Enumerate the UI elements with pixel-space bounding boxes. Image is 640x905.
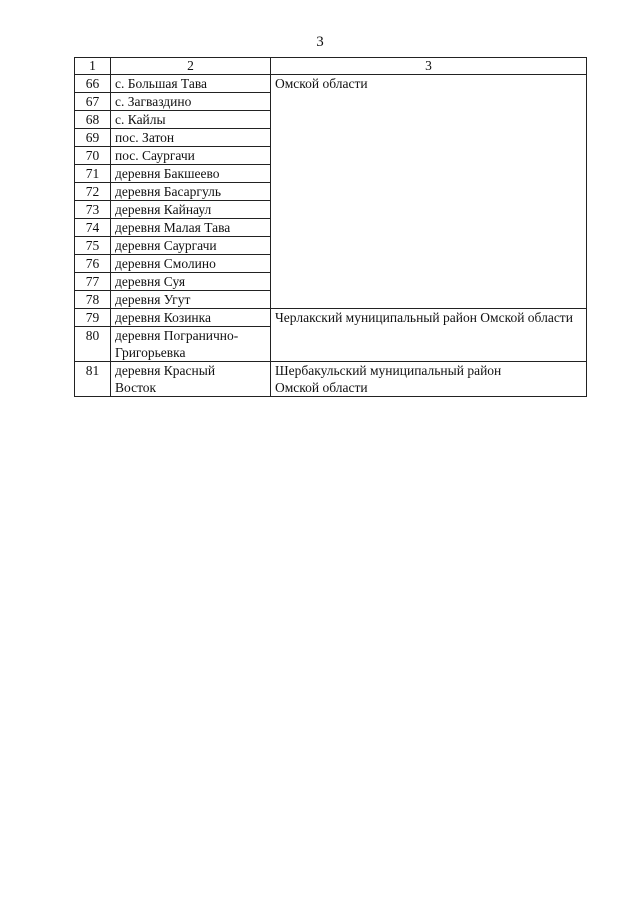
row-number: 70 [75,147,111,165]
row-number: 74 [75,219,111,237]
row-number: 75 [75,237,111,255]
row-number: 67 [75,93,111,111]
settlement-name: деревня Малая Тава [111,219,271,237]
settlement-name: пос. Затон [111,129,271,147]
row-number: 81 [75,362,111,397]
region-line: Омской области [275,380,368,395]
row-number: 73 [75,201,111,219]
header-cell-3: 3 [271,58,587,75]
region-cell: Омской области [271,75,587,309]
row-number: 78 [75,291,111,309]
row-number: 79 [75,309,111,327]
row-number: 76 [75,255,111,273]
settlement-name: деревня Суя [111,273,271,291]
row-number: 71 [75,165,111,183]
page-number: 3 [316,34,324,50]
settlement-name: деревня Козинка [111,309,271,327]
settlement-name: с. Кайлы [111,111,271,129]
settlement-name: деревня Угут [111,291,271,309]
row-number: 80 [75,327,111,362]
settlement-name [111,362,271,397]
row-number: 68 [75,111,111,129]
row-number: 77 [75,273,111,291]
row-number: 69 [75,129,111,147]
header-cell-2: 2 [111,58,271,75]
settlement-name: деревня Погранично-Григорьевка [111,327,271,362]
table-header-row [75,58,587,75]
table-row [75,309,587,327]
region-cell [271,362,587,397]
settlement-name: деревня Кайнаул [111,201,271,219]
settlement-name-line: Восток [115,380,157,395]
table-row [75,362,587,397]
row-number: 72 [75,183,111,201]
settlement-name: деревня Смолино [111,255,271,273]
region-cell: Черлакский муниципальный район Омской области [271,309,587,362]
settlement-name: пос. Саургачи [111,147,271,165]
row-number: 66 [75,75,111,93]
settlement-name: деревня Басаргуль [111,183,271,201]
header-cell-1: 1 [75,58,111,75]
settlement-name-line: деревня Красный [115,363,216,378]
table-row [75,75,587,93]
settlement-name: деревня Саургачи [111,237,271,255]
settlement-name: с. Загваздино [111,93,271,111]
settlements-table [74,57,587,397]
settlement-name: деревня Бакшеево [111,165,271,183]
settlement-name: с. Большая Тава [111,75,271,93]
region-line: Шербакульский муниципальный район [275,363,502,378]
